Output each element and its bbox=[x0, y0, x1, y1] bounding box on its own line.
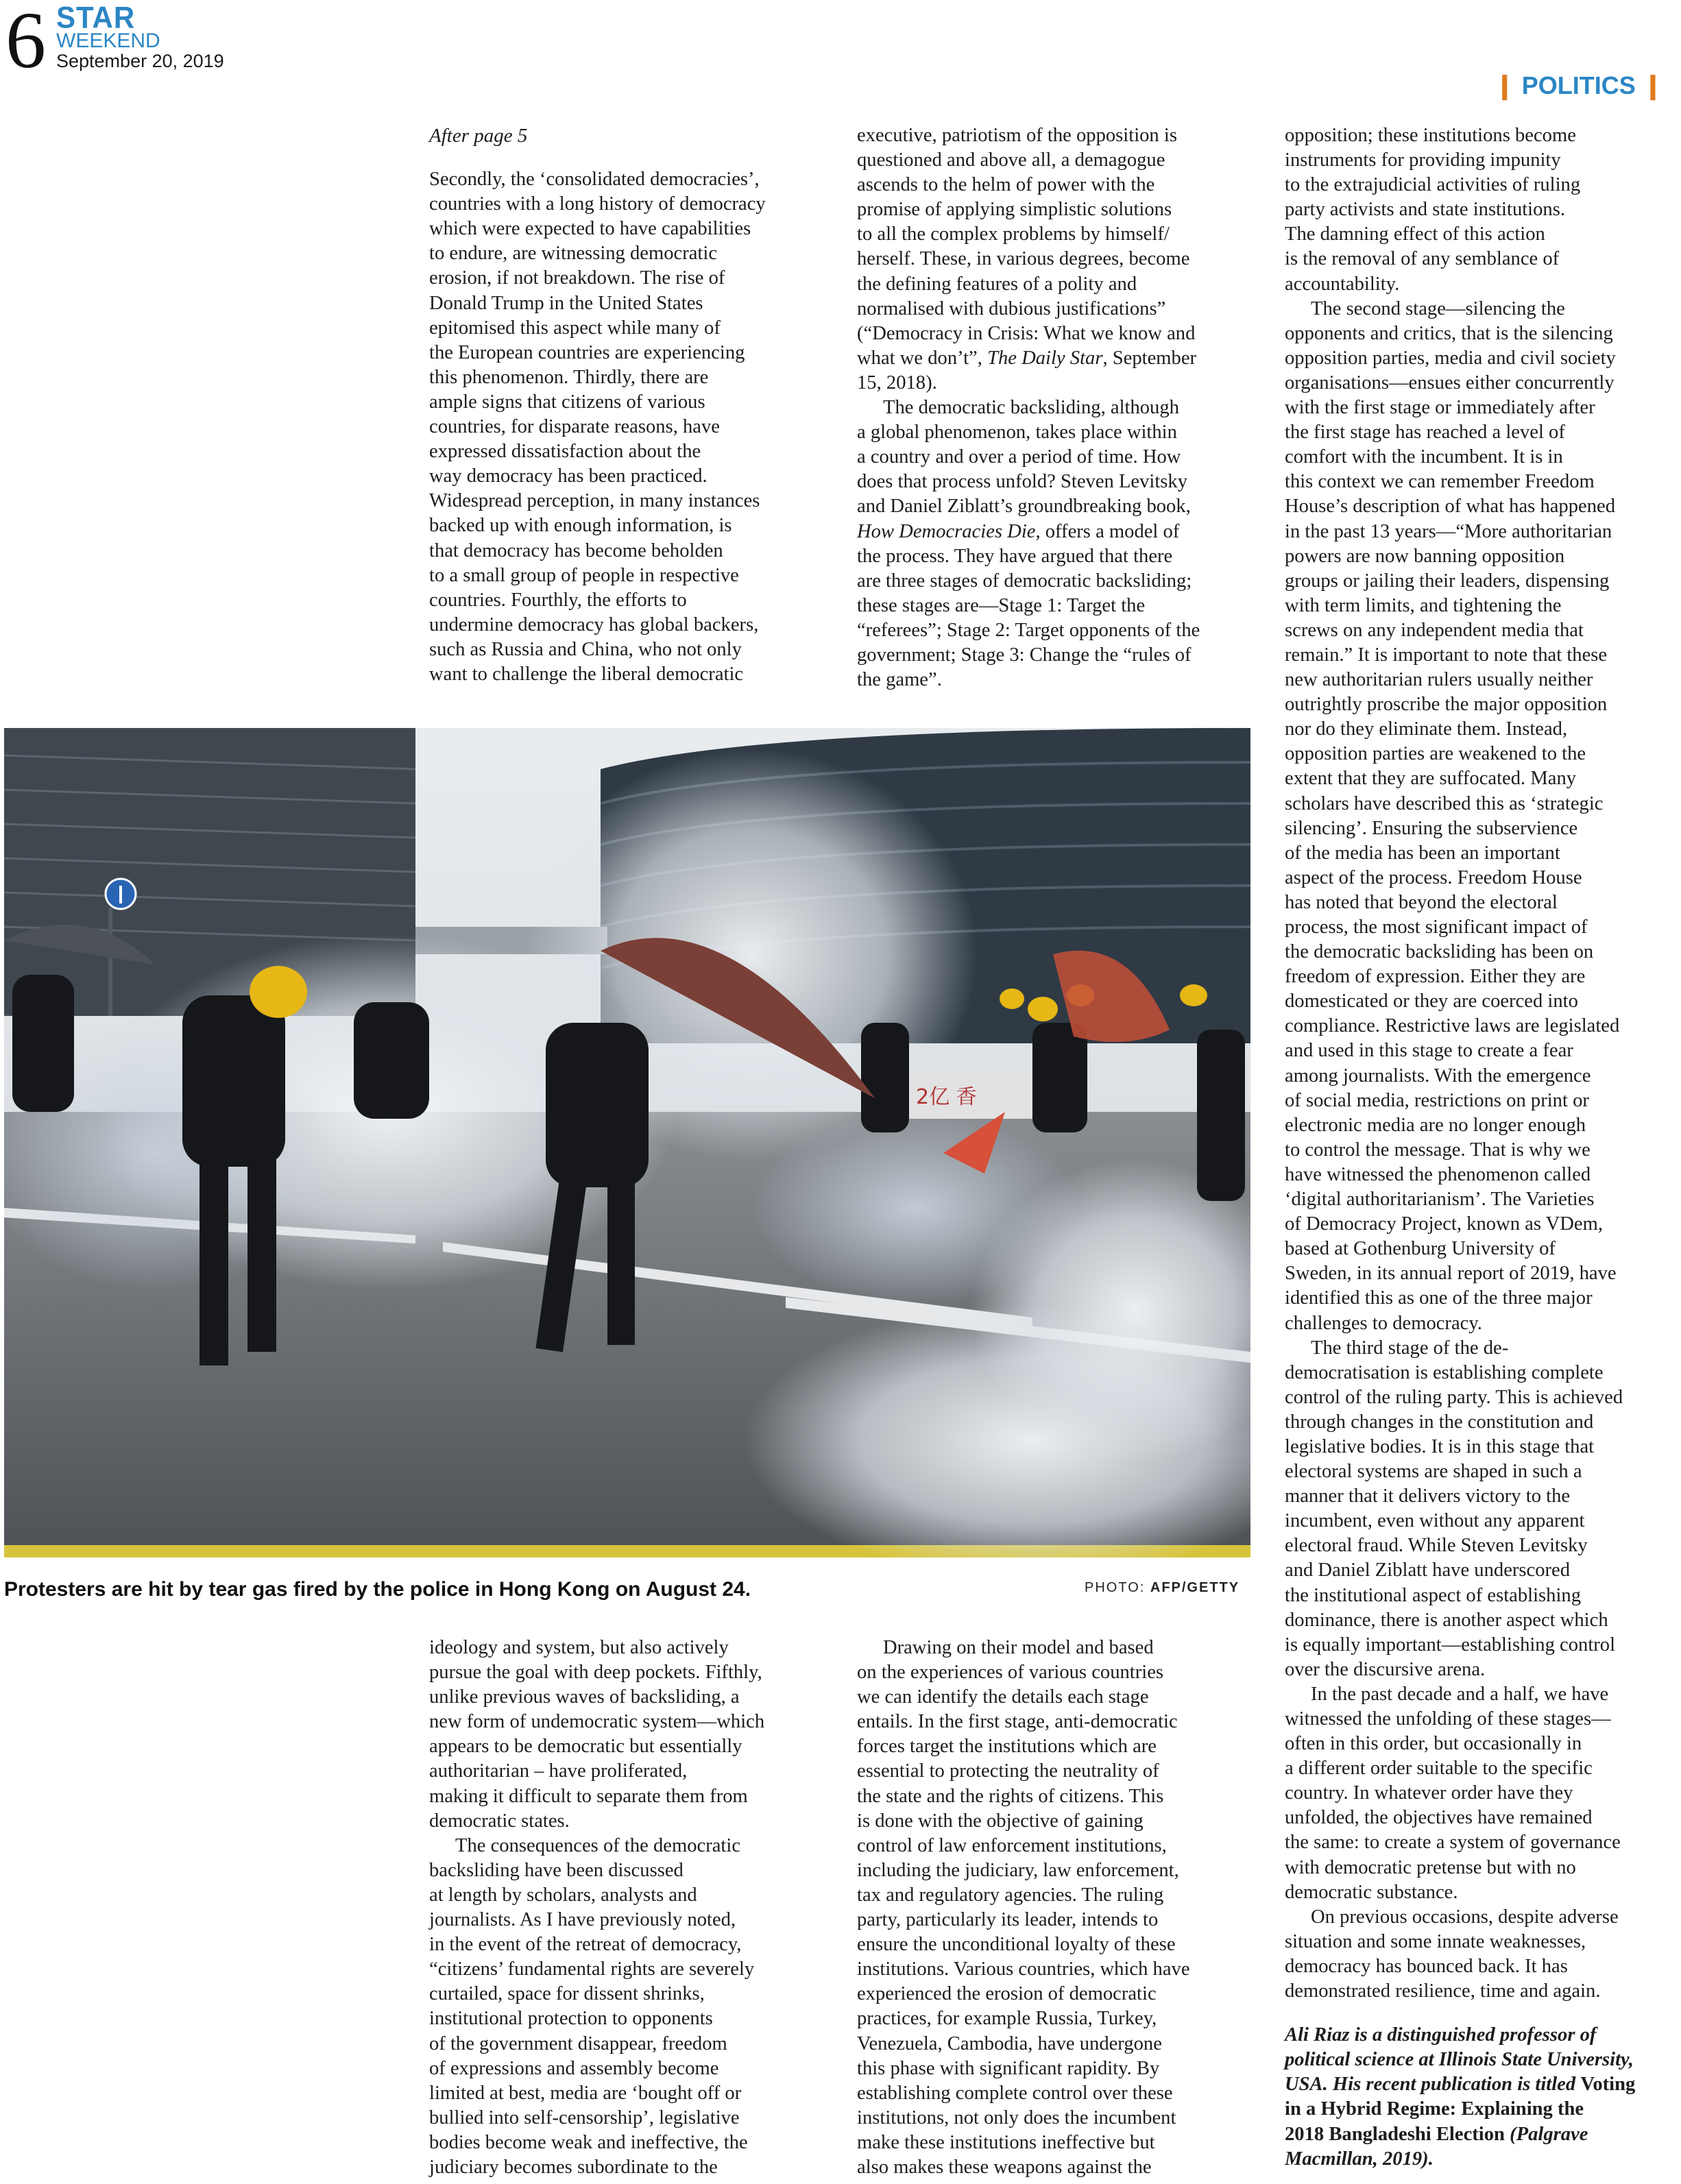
text-line: tax and regulatory agencies. The ruling bbox=[857, 1884, 1164, 1906]
text-line: which were expected to have capabilities bbox=[429, 218, 751, 240]
text-line: make these institutions ineffective but bbox=[857, 2131, 1155, 2153]
text-line: the democratic backsliding has been on bbox=[1285, 941, 1594, 963]
article-column-2-bottom bbox=[857, 1636, 1249, 2180]
text-line: powers are now banning opposition bbox=[1285, 545, 1565, 567]
text-line: and used in this stage to create a fear bbox=[1285, 1040, 1573, 1062]
text-line: institutional protection to opponents bbox=[429, 2008, 713, 2030]
text-line: process, the most significant impact of bbox=[1285, 917, 1588, 938]
text-line: of the media has been an important bbox=[1285, 842, 1560, 864]
text-line: country. In whatever order have they bbox=[1285, 1782, 1573, 1804]
text-line: epitomised this aspect while many of bbox=[429, 317, 721, 339]
text-line: ample signs that citizens of various bbox=[429, 391, 705, 413]
text-line: party activists and state institutions. bbox=[1285, 199, 1565, 221]
text-line: remain.” It is important to note that these bbox=[1285, 644, 1608, 666]
text-line: comfort with the incumbent. It is in bbox=[1285, 446, 1563, 468]
text-line: with democratic pretense but with no bbox=[1285, 1856, 1576, 1878]
text-line: this phase with significant rapidity. By bbox=[857, 2057, 1160, 2079]
text-line: that democracy has become beholden bbox=[429, 539, 723, 561]
text-line: among journalists. With the emergence bbox=[1285, 1065, 1591, 1087]
text-line: to all the complex problems by himself/ bbox=[857, 223, 1170, 245]
text-line: ensure the unconditional loyalty of these bbox=[857, 1934, 1176, 1956]
photo-credit: PHOTO: AFP/GETTY bbox=[1085, 1580, 1240, 1595]
text-line: aspect of the process. Freedom House bbox=[1285, 866, 1582, 888]
text-line: electoral fraud. While Steven Levitsky bbox=[1285, 1535, 1588, 1557]
text-line: of social media, restrictions on print or bbox=[1285, 1089, 1589, 1111]
text-line: domesticated or they are coerced into bbox=[1285, 991, 1578, 1012]
text-line: often in this order, but occasionally in bbox=[1285, 1733, 1582, 1755]
text-line: silencing’. Ensuring the subservience bbox=[1285, 817, 1578, 839]
text-line: (“Democracy in Crisis: What we know and bbox=[857, 322, 1196, 344]
brand-edition: WEEKEND bbox=[56, 29, 160, 52]
text-line: at length by scholars, analysts and bbox=[429, 1884, 697, 1906]
text-line: over the discursive arena. bbox=[1285, 1658, 1486, 1680]
text-line: ascends to the helm of power with the bbox=[857, 174, 1155, 196]
text-line: House’s description of what has happened bbox=[1285, 496, 1616, 518]
text-line: this context we can remember Freedom bbox=[1285, 471, 1595, 493]
article-column-1-bottom bbox=[429, 1636, 813, 2180]
text-line: control of law enforcement institutions, bbox=[857, 1834, 1167, 1856]
text-line: journalists. As I have previously noted, bbox=[429, 1909, 736, 1931]
kicker: After page 5 bbox=[429, 125, 528, 147]
text-line: Donald Trump in the United States bbox=[429, 292, 703, 314]
news-photo bbox=[4, 728, 1250, 1557]
text-line: undermine democracy has global backers, bbox=[429, 614, 759, 635]
text-line: unfolded, the objectives have remained bbox=[1285, 1807, 1593, 1829]
text-line: establishing complete control over these bbox=[857, 2082, 1173, 2104]
text-line: challenges to democracy. bbox=[1285, 1312, 1482, 1334]
text-line: questioned and above all, a demagogue bbox=[857, 149, 1165, 171]
text-line: accountability. bbox=[1285, 273, 1400, 295]
text-line: such as Russia and China, who not only bbox=[429, 638, 742, 660]
text-line: the defining features of a polity and bbox=[857, 273, 1137, 295]
text-line: with term limits, and tightening the bbox=[1285, 594, 1562, 616]
text-line: including the judiciary, law enforcement, bbox=[857, 1859, 1179, 1881]
text-line: to a small group of people in respective bbox=[429, 564, 739, 586]
text-line: is the removal of any semblance of bbox=[1285, 248, 1560, 270]
text-line: entails. In the first stage, anti-democratic bbox=[857, 1711, 1178, 1733]
text-line: democratic states. bbox=[429, 1810, 570, 1832]
text-line: normalised with dubious justifications” bbox=[857, 298, 1166, 319]
text-line: practices, for example Russia, Turkey, bbox=[857, 2008, 1157, 2030]
text-line: in the past 13 years—“More authoritarian bbox=[1285, 520, 1612, 542]
text-line: the institutional aspect of establishing bbox=[1285, 1584, 1582, 1606]
text-line: experienced the erosion of democratic bbox=[857, 1983, 1157, 2005]
text-line: instruments for providing impunity bbox=[1285, 149, 1561, 171]
author-bio: Ali Riaz is a distinguished professor of political science at Illinois State University, USA. His recent publication is titled Voting in a Hybrid Regime: Explaining the 2018 Bangladeshi Election (Palgrave Macmillan, 2019). bbox=[1285, 2024, 1636, 2170]
text-line: herself. These, in various degrees, become bbox=[857, 248, 1190, 270]
text-line: democracy has bounced back. It has bbox=[1285, 1955, 1568, 1977]
brand-name: STAR bbox=[56, 0, 136, 35]
text-line: authoritarian – have proliferated, bbox=[429, 1760, 688, 1782]
text-line: of expressions and assembly become bbox=[429, 2057, 719, 2079]
text-line: the same: to create a system of governance bbox=[1285, 1832, 1621, 1854]
text-line: In the past decade and a half, we have bbox=[1311, 1683, 1609, 1705]
text-line: compliance. Restrictive laws are legislated bbox=[1285, 1015, 1620, 1037]
text-line: we can identify the details each stage bbox=[857, 1686, 1149, 1708]
text-line: ideology and system, but also actively bbox=[429, 1637, 729, 1658]
text-line: manner that it delivers victory to the bbox=[1285, 1485, 1571, 1507]
text-line: pursue the goal with deep pockets. Fifthly, bbox=[429, 1662, 762, 1684]
text-line: with the first stage or immediately after bbox=[1285, 397, 1595, 419]
brand-logo bbox=[56, 0, 224, 71]
text-line: limited at best, media are ‘bought off or bbox=[429, 2082, 742, 2104]
text-line: legislative bodies. It is in this stage that bbox=[1285, 1435, 1595, 1457]
text-line: new form of undemocratic system—which bbox=[429, 1711, 765, 1733]
text-line: does that process unfold? Steven Levitsky bbox=[857, 471, 1188, 493]
text-line: backsliding have been discussed bbox=[429, 1859, 684, 1881]
text-line: Sweden, in its annual report of 2019, have bbox=[1285, 1263, 1617, 1285]
text-line: Secondly, the ‘consolidated democracies’, bbox=[429, 169, 760, 191]
text-line: appears to be democratic but essentially bbox=[429, 1736, 742, 1758]
text-line: groups or jailing their leaders, dispensing bbox=[1285, 570, 1610, 592]
text-line: extent that they are suffocated. Many bbox=[1285, 768, 1577, 790]
article-column-3 bbox=[1285, 123, 1677, 2172]
text-line: want to challenge the liberal democratic bbox=[429, 663, 744, 685]
text-line: also makes these weapons against the bbox=[857, 2156, 1152, 2178]
text-line: is equally important—establishing control bbox=[1285, 1634, 1616, 1655]
text-line: nor do they eliminate them. Instead, bbox=[1285, 718, 1568, 740]
text-line: of the government disappear, freedom bbox=[429, 2033, 727, 2054]
text-line: and Daniel Ziblatt have underscored bbox=[1285, 1560, 1571, 1581]
text-line: in the event of the retreat of democracy, bbox=[429, 1934, 742, 1956]
text-line: institutions, not only does the incumbent bbox=[857, 2107, 1176, 2128]
text-line: countries, for disparate reasons, have bbox=[429, 416, 720, 438]
text-line: scholars have described this as ‘strategic bbox=[1285, 792, 1604, 814]
text-line: of Democracy Project, known as VDem, bbox=[1285, 1213, 1603, 1235]
issue-date: September 20, 2019 bbox=[56, 51, 224, 71]
text-line: freedom of expression. Either they are bbox=[1285, 966, 1586, 988]
text-line: curtailed, space for dissent shrinks, bbox=[429, 1983, 705, 2005]
text-line: based at Gothenburg University of bbox=[1285, 1238, 1556, 1260]
text-line: making it difficult to separate them from bbox=[429, 1785, 748, 1807]
text-line: judiciary becomes subordinate to the bbox=[429, 2156, 718, 2178]
text-line: these stages are—Stage 1: Target the bbox=[857, 594, 1146, 616]
text-line: countries with a long history of democracy bbox=[429, 193, 766, 215]
text-line: screws on any independent media that bbox=[1285, 619, 1584, 641]
text-line: the game”. bbox=[857, 669, 942, 691]
text-line: executive, patriotism of the opposition is bbox=[857, 125, 1177, 146]
citation-line: what we don’t”, The Daily Star, September bbox=[857, 347, 1197, 369]
text-line: a global phenomenon, takes place within bbox=[857, 422, 1177, 444]
text-line: government; Stage 3: Change the “rules of bbox=[857, 644, 1192, 666]
text-line: outrightly proscribe the major opposition bbox=[1285, 694, 1608, 716]
text-line: identified this as one of the three major bbox=[1285, 1287, 1593, 1309]
text-line: The second stage—silencing the bbox=[1311, 298, 1565, 319]
text-line: a country and over a period of time. How bbox=[857, 446, 1181, 468]
text-line: democratisation is establishing complete bbox=[1285, 1361, 1604, 1383]
text-line: a different order suitable to the specific bbox=[1285, 1758, 1593, 1780]
text-line: bodies become weak and ineffective, the bbox=[429, 2131, 748, 2153]
section-label: POLITICS bbox=[1521, 71, 1636, 99]
text-line: organisations—ensues either concurrently bbox=[1285, 372, 1615, 393]
text-line: Drawing on their model and based bbox=[883, 1637, 1154, 1658]
text-line: unlike previous waves of backsliding, a bbox=[429, 1686, 740, 1708]
text-line: situation and some innate weaknesses, bbox=[1285, 1930, 1586, 1952]
section-tag: ❙ POLITICS ❙ bbox=[1494, 71, 1663, 99]
text-line: “citizens’ fundamental rights are severely bbox=[429, 1958, 755, 1980]
text-line: on the experiences of various countries bbox=[857, 1662, 1164, 1684]
text-line: On previous occasions, despite adverse bbox=[1311, 1906, 1619, 1928]
text-line: have witnessed the phenomenon called bbox=[1285, 1163, 1591, 1185]
text-line: the European countries are experiencing bbox=[429, 341, 745, 363]
text-line: to control the message. That is why we bbox=[1285, 1139, 1591, 1161]
page-number: 6 bbox=[5, 0, 46, 85]
article-column-1-top bbox=[429, 123, 813, 687]
book-title-line: How Democracies Die, offers a model of bbox=[857, 520, 1180, 542]
text-line: essential to protecting the neutrality of bbox=[857, 1760, 1159, 1782]
text-line: through changes in the constitution and bbox=[1285, 1411, 1594, 1433]
text-line: opposition parties are weakened to the bbox=[1285, 743, 1586, 765]
text-line: The third stage of the de- bbox=[1311, 1337, 1509, 1359]
text-line: the process. They have argued that there bbox=[857, 545, 1173, 567]
text-line: the first stage has reached a level of bbox=[1285, 422, 1565, 444]
text-line: to endure, are witnessing democratic bbox=[429, 243, 718, 265]
text-line: party, particularly its leader, intends to bbox=[857, 1909, 1159, 1931]
text-line: new authoritarian rulers usually neither bbox=[1285, 669, 1593, 691]
text-line: has noted that beyond the electoral bbox=[1285, 891, 1558, 913]
text-line: erosion, if not breakdown. The rise of bbox=[429, 267, 725, 289]
article-column-2-top: executive, patriotism of the opposition is questioned and above all, a demagogue ascends to the helm of power with the promise of applying simplistic solutions to all the complex problems by himself/ herself. These, in various degrees, become the defining features of a polity and normalised with dubious justifications” (“Democracy in Crisis: What we know and what we don’t”, The Daily Star, September 15, 2018). The democratic backsliding, although a global phenomenon, takes place within a country and over a period of time. How does that process unfold? Steven Levitsky and Daniel Ziblatt’s groundbreaking book, How Democracies Die, offers a model of the process. They have argued that there are three stages of democratic backsliding; these stages are—Stage 1: Target the “referees”; Stage 2: Target opponents of the government; Stage 3: Change the “rules of the game”. bbox=[857, 123, 1249, 692]
graffiti-text: 2亿 香 bbox=[916, 1085, 977, 1109]
text-line: to the extrajudicial activities of ruling bbox=[1285, 174, 1581, 196]
text-line: incumbent, even without any apparent bbox=[1285, 1510, 1585, 1532]
text-line: opponents and critics, that is the silencing bbox=[1285, 322, 1613, 344]
text-line: this phenomenon. Thirdly, there are bbox=[429, 366, 709, 388]
text-line: Venezuela, Cambodia, have undergone bbox=[857, 2033, 1162, 2054]
text-line: electronic media are no longer enough bbox=[1285, 1114, 1586, 1136]
text-line: opposition; these institutions become bbox=[1285, 125, 1576, 146]
text-line: witnessed the unfolding of these stages— bbox=[1285, 1708, 1611, 1730]
text-line: institutions. Various countries, which have bbox=[857, 1958, 1190, 1980]
text-line: control of the ruling party. This is achieved bbox=[1285, 1386, 1623, 1408]
text-line: is done with the objective of gaining bbox=[857, 1810, 1144, 1832]
text-line: forces target the institutions which are bbox=[857, 1736, 1157, 1758]
text-line: The consequences of the democratic bbox=[455, 1834, 741, 1856]
text-line: The democratic backsliding, although bbox=[883, 397, 1179, 419]
text-line: demonstrated resilience, time and again. bbox=[1285, 1980, 1601, 2002]
text-line: Widespread perception, in many instances bbox=[429, 490, 760, 512]
text-line: bullied into self-censorship’, legislative bbox=[429, 2107, 740, 2128]
text-line: The damning effect of this action bbox=[1285, 223, 1545, 245]
text-line: “referees”; Stage 2: Target opponents of the bbox=[857, 619, 1200, 641]
text-line: countries. Fourthly, the efforts to bbox=[429, 589, 687, 611]
text-line: expressed dissatisfaction about the bbox=[429, 441, 701, 463]
text-line: promise of applying simplistic solutions bbox=[857, 199, 1172, 221]
text-line: backed up with enough information, is bbox=[429, 515, 732, 537]
text-line: are three stages of democratic backsliding; bbox=[857, 570, 1192, 592]
text-line: dominance, there is another aspect which bbox=[1285, 1609, 1608, 1631]
text-line: ‘digital authoritarianism’. The Varieties bbox=[1285, 1189, 1595, 1211]
text-line: and Daniel Ziblatt’s groundbreaking book, bbox=[857, 496, 1191, 518]
text-line: electoral systems are shaped in such a bbox=[1285, 1461, 1582, 1483]
text-line: the state and the rights of citizens. This bbox=[857, 1785, 1164, 1807]
text-line: way democracy has been practiced. bbox=[429, 465, 708, 487]
text-line: opposition parties, media and civil society bbox=[1285, 347, 1616, 369]
text-line: democratic substance. bbox=[1285, 1881, 1458, 1903]
photo-caption: Protesters are hit by tear gas fired by the police in Hong Kong on August 24. bbox=[4, 1578, 751, 1601]
